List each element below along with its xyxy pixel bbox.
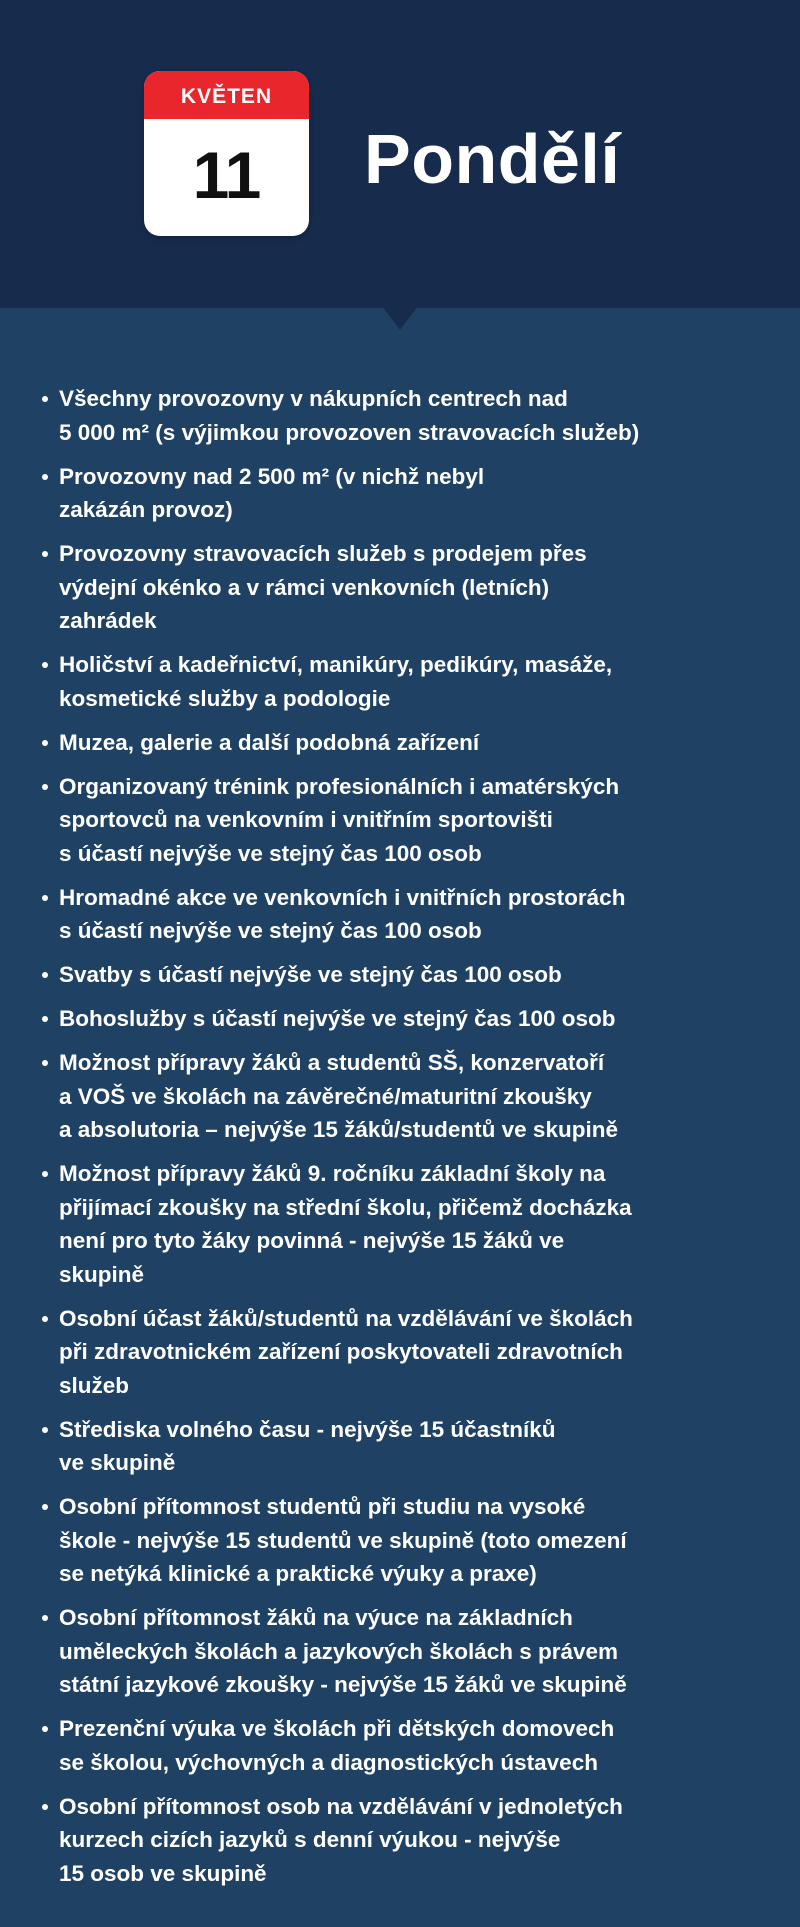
list-item-line: se školou, výchovných a diagnostických ústavech: [59, 1749, 598, 1775]
list-item-line: při zdravotnickém zařízení poskytovateli zdravotních: [59, 1339, 623, 1364]
list-item: [40, 1490, 760, 1591]
list-item-line: přijímací zkoušky na střední školu, přičemž docházka: [59, 1194, 632, 1220]
list-item-line: kosmetické služby a podologie: [59, 685, 391, 711]
list-item: [40, 1046, 760, 1147]
list-item-line: Osobní přítomnost žáků na výuce na základních: [59, 1605, 573, 1630]
list-item-line: Provozovny stravovacích služeb s prodejem přes: [59, 541, 587, 566]
day-name-heading: Pondělí: [364, 120, 621, 198]
list-item-line: Svatby s účastí nejvýše ve stejný čas 100 osob: [59, 962, 562, 987]
list-item-line: uměleckých školách a jazykových školách s právem: [59, 1638, 619, 1664]
list-item-line: a VOŠ ve školách na závěrečné/maturitní zkoušky: [59, 1083, 592, 1109]
list-item: [40, 726, 760, 760]
list-item-line: 5 000 m² (s výjimkou provozoven stravovacích služeb): [59, 419, 640, 445]
list-item-line: Střediska volného času - nejvýše 15 účastníků: [59, 1416, 556, 1442]
list-item-line: Všechny provozovny v nákupních centrech nad: [59, 386, 568, 411]
list-item-line: Možnost přípravy žáků 9. ročníku základní školy na: [59, 1161, 606, 1186]
list-item-line: Organizovaný trénink profesionálních i amatérských: [59, 773, 620, 799]
list-item-line: a absolutoria – nejvýše 15 žáků/studentů ve skupině: [59, 1117, 618, 1142]
list-item-line: Osobní přítomnost osob na vzdělávání v jednoletých: [59, 1793, 623, 1819]
list-item-line: zahrádek: [59, 608, 157, 633]
list-item-line: sportovců na venkovním i vnitřním sportovišti: [59, 807, 553, 832]
list-item-line: Možnost přípravy žáků a studentů SŠ, konzervatoří: [59, 1050, 605, 1075]
header-banner: [0, 0, 800, 308]
list-item-line: Holičství a kadeřnictví, manikúry, pedikúry, masáže,: [59, 652, 613, 677]
list-item-line: Provozovny nad 2 500 m² (v nichž nebyl: [59, 463, 485, 489]
list-item-line: Bohoslužby s účastí nejvýše ve stejný čas 100 osob: [59, 1006, 616, 1031]
header-pointer: [382, 306, 418, 330]
list-item-line: Osobní přítomnost studentů při studiu na vysoké: [59, 1494, 586, 1519]
list-item-line: Osobní účast žáků/studentů na vzdělávání ve školách: [59, 1305, 633, 1331]
list-item-line: se netýká klinické a praktické výuky a praxe): [59, 1561, 537, 1586]
list-item-line: ve skupině: [59, 1450, 176, 1475]
list-item-line: služeb: [59, 1372, 130, 1398]
list-item-line: státní jazykové zkoušky - nejvýše 15 žáků ve skupině: [59, 1672, 627, 1697]
list-item-line: Muzea, galerie a další podobná zařízení: [59, 729, 480, 755]
list-item-line: Hromadné akce ve venkovních i vnitřních prostorách: [59, 884, 626, 910]
list-item-line: zakázán provoz): [59, 497, 233, 522]
list-item-line: škole - nejvýše 15 studentů ve skupině (toto omezení: [59, 1527, 627, 1553]
list-item-line: kurzech cizích jazyků s denní výukou - nejvýše: [59, 1827, 561, 1852]
calendar-day: 11: [192, 138, 261, 212]
list-item: [40, 1302, 760, 1403]
list-item: [40, 460, 760, 527]
list-item: [40, 1601, 760, 1702]
list-item: [40, 770, 760, 871]
list-item: [40, 1712, 760, 1779]
list-item-line: není pro tyto žáky povinná - nejvýše 15 žáků ve: [59, 1228, 565, 1253]
list-item: [40, 1157, 760, 1291]
list-item: [40, 958, 760, 992]
list-item: [40, 1413, 760, 1480]
list-item-line: s účastí nejvýše ve stejný čas 100 osob: [59, 918, 482, 943]
calendar-icon: [144, 71, 309, 236]
list-item-line: skupině: [59, 1261, 145, 1287]
list-item: [40, 1002, 760, 1036]
list-item-line: výdejní okénko a v rámci venkovních (letních): [59, 574, 550, 600]
reopened-services-list: [40, 382, 760, 1901]
list-item-line: Prezenční výuka ve školách při dětských domovech: [59, 1716, 615, 1741]
list-item: [40, 382, 760, 449]
list-item: [40, 881, 760, 948]
list-item-line: s účastí nejvýše ve stejný čas 100 osob: [59, 840, 482, 866]
calendar-month: KVĚTEN: [144, 71, 309, 119]
list-item: [40, 1790, 760, 1891]
list-item-line: 15 osob ve skupině: [59, 1860, 267, 1886]
list-item: [40, 537, 760, 638]
list-item: [40, 648, 760, 715]
